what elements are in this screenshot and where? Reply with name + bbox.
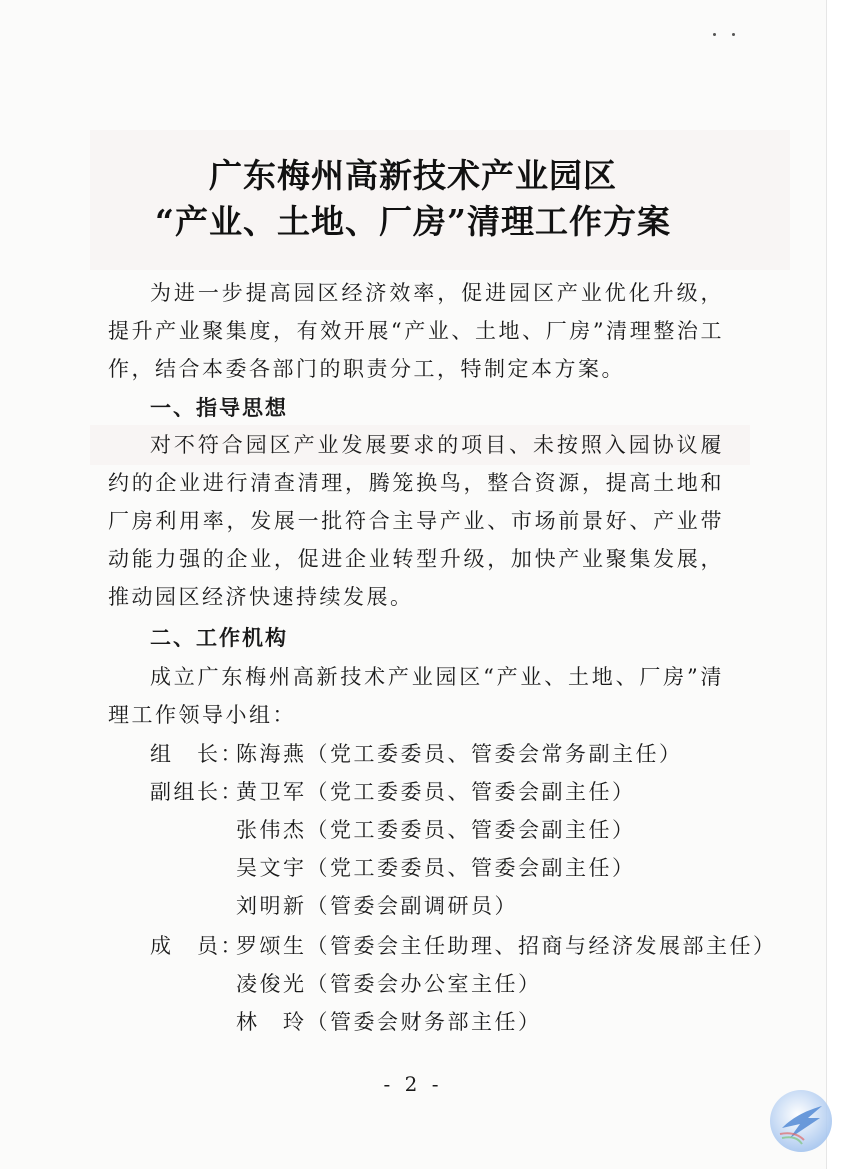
work-organization-paragraph: 成立广东梅州高新技术产业园区“产业、土地、厂房”清理工作领导小组： [108, 665, 724, 727]
intro-paragraph: 为进一步提高园区经济效率，促进园区产业优化升级，提升产业聚集度，有效开展“产业、土地、厂房”清理整治工作，结合本委各部门的职责分工，特制定本方案。 [108, 281, 724, 381]
scan-speck [732, 33, 735, 36]
group-member: 凌俊光（管委会办公室主任） [236, 972, 542, 996]
page-number: - 2 - [383, 1072, 443, 1096]
scan-speck [713, 33, 716, 36]
leader-name: 陈海燕（党工委委员、管委会常务副主任） [236, 742, 683, 766]
section-heading-guiding-ideology: 一、指导思想 [150, 396, 288, 420]
guiding-ideology-paragraph: 对不符合园区产业发展要求的项目、未按照入园协议履约的企业进行清查清理，腾笼换鸟，整合资源，提高土地和厂房利用率，发展一批符合主导产业、市场前景好、产业带动能力强的企业，促进企业转型升级，加快产业聚集发展，推动园区经济快速持续发展。 [108, 433, 724, 609]
document-title-line2: “产业、土地、厂房”清理工作方案 [155, 202, 671, 241]
document-title-line1: 广东梅州高新技术产业园区 [209, 156, 617, 195]
deputy-member: 张伟杰（党工委委员、管委会副主任） [236, 818, 636, 842]
group-member: 林 玲（管委会财务部主任） [236, 1010, 542, 1034]
deputy-member: 吴文宇（党工委委员、管委会副主任） [236, 856, 636, 880]
leader-role-label: 组 长： [150, 742, 244, 766]
member-role-label: 成 员： [150, 934, 244, 958]
group-member: 罗颂生（管委会主任助理、招商与经济发展部主任） [236, 934, 777, 958]
deputy-member: 刘明新（管委会副调研员） [236, 894, 518, 918]
deputy-role-label: 副组长： [150, 780, 244, 804]
section-heading-work-organization: 二、工作机构 [150, 626, 288, 650]
deputy-member: 黄卫军（党工委委员、管委会副主任） [236, 780, 636, 804]
watermark-logo-icon [768, 1088, 834, 1154]
